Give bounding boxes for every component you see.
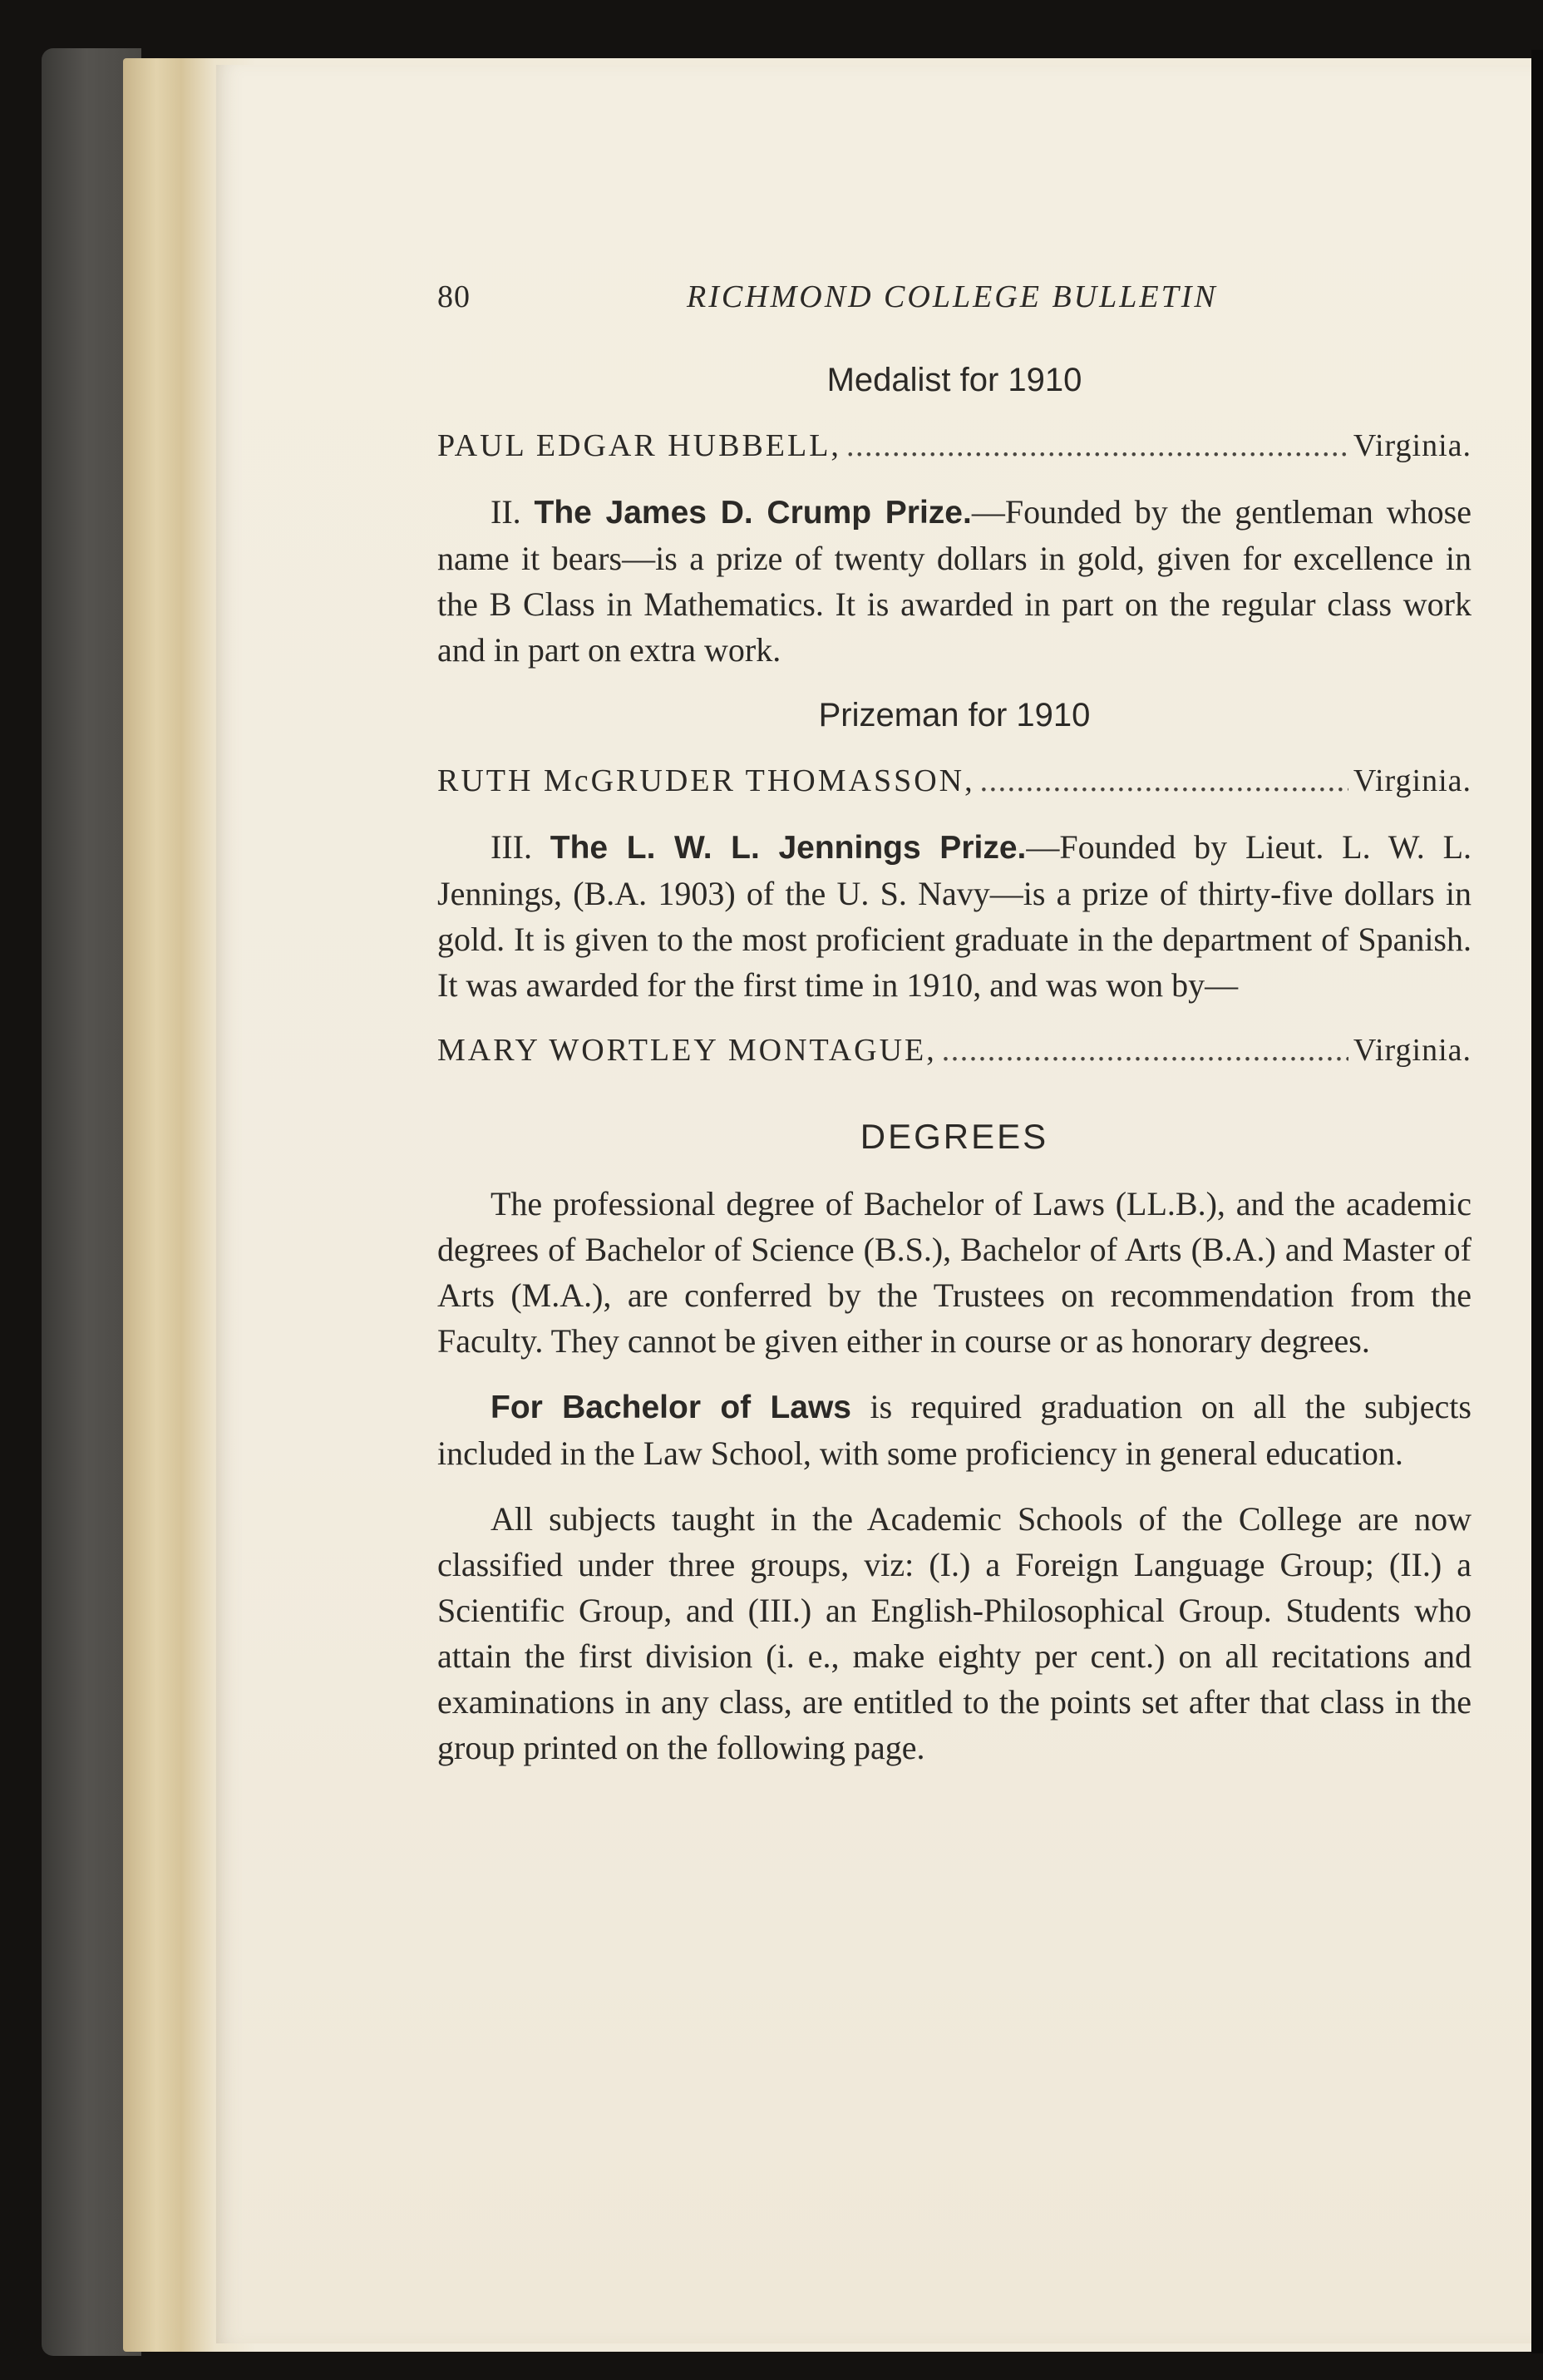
prize-title: The James D. Crump Prize. [534, 495, 972, 531]
medalist-entry [437, 423, 1472, 469]
winner-state: Virginia. [1353, 1033, 1472, 1068]
degrees-heading: DEGREES [860, 1117, 1049, 1156]
degrees-paragraph-1: The professional degree of Bachelor of Laws (LL.B.), and the academic degrees of Bachelor of Science (B.S.), Bachelor of Arts (B.A.) and Master of Arts (M.A.), are conferred by the Trustees on recommendation from the Faculty. They cannot be given either in course or as honorary degrees. [437, 1185, 1472, 1360]
medalist-heading: Medalist for 1910 [826, 362, 1082, 398]
degrees-paragraph-3: All subjects taught in the Academic Schools of the College are now classified under three groups, viz: (I.) a Foreign Language Group; (II.) a Scientific Group, and (III.) an English-Philosophical Group. Students who attain the first division (i. e., make eighty per cent.) on all recitations and examinations in any class, are entitled to the points set after that class in the group printed on the following page. [437, 1500, 1472, 1766]
page-number: 80 [437, 279, 471, 314]
prize-title: The L. W. L. Jennings Prize. [550, 830, 1027, 866]
winner-name: PAUL EDGAR HUBBELL, [437, 428, 841, 463]
prizeman-heading: Prizeman for 1910 [818, 697, 1091, 733]
prize-description: —Founded by Lieut. L. W. L. Jennings, (B.A. 1903) of the U. S. Navy—is a prize of thirty-five dollars in gold. It is given to the most proficient graduate in the department of Spanish. It was awarded for the first time in 1910, and was won by— [437, 828, 1472, 1004]
leader-dots [980, 758, 1348, 804]
prize-description: —Founded by the gentleman whose name it bears—is a prize of twenty dollars in gold, given for excellence in the B Class in Mathematics. It is awarded in part on the regular class work and in part on extra work. [437, 493, 1472, 669]
jennings-entry [437, 1028, 1472, 1074]
winner-name: MARY WORTLEY MONTAGUE, [437, 1033, 937, 1068]
bachelor-of-laws-lead: For Bachelor of Laws [491, 1390, 851, 1425]
jennings-prize-paragraph [437, 824, 1472, 1008]
degrees-paragraph-2 [437, 1384, 1472, 1476]
running-header [437, 274, 1472, 324]
right-gutter-shadow [1531, 50, 1543, 2353]
prize-number: III. [491, 828, 532, 866]
prize-number: II. [491, 493, 521, 531]
crump-prize-paragraph [437, 489, 1472, 673]
winner-name: RUTH McGRUDER THOMASSON, [437, 763, 975, 798]
leader-dots [846, 423, 1348, 469]
page-content [437, 274, 1472, 1790]
winner-state: Virginia. [1353, 763, 1472, 798]
bachelor-of-laws-text: is required graduation on all the subjects included in the Law School, with some proficiency in general education. [437, 1388, 1472, 1472]
prizeman-entry [437, 758, 1472, 804]
leader-dots [942, 1028, 1348, 1074]
bulletin-title: RICHMOND COLLEGE BULLETIN [687, 279, 1218, 314]
winner-state: Virginia. [1353, 428, 1472, 463]
